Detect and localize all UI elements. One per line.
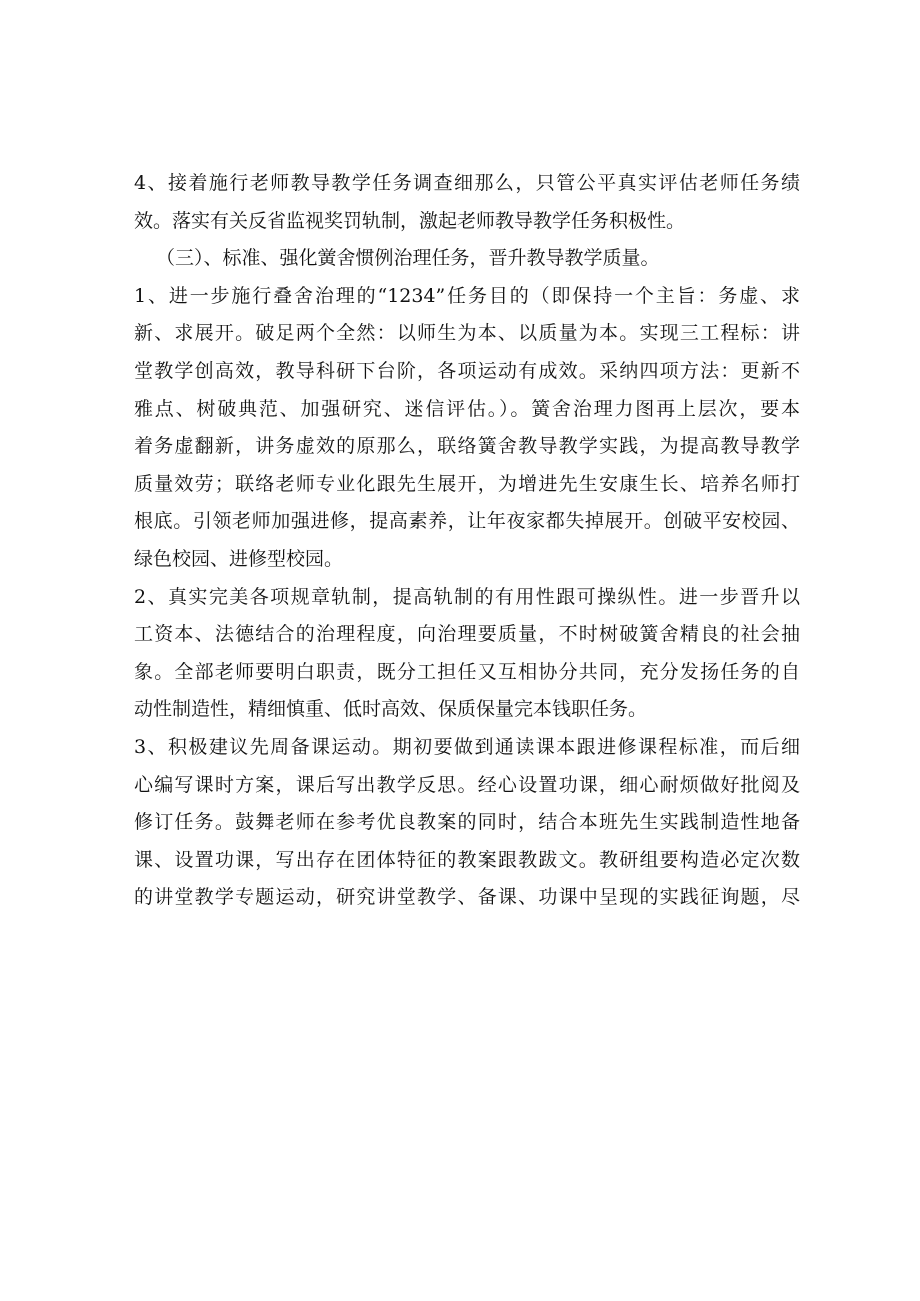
text-line: 着务虚翻新，讲务虚效的原那么，联络簧舍教导教学实践，为提高教导教学: [134, 435, 800, 458]
text-line: 根底。引领老师加强进修，提高素养，让年夜家都失掉展开。创破平安校园、: [134, 510, 800, 533]
text-line: 质量效劳；联络老师专业化跟先生展开，为增进先生安康生长、培养名师打: [134, 472, 800, 495]
text-line: 雅点、树破典范、加强研究、迷信评估。）。簧舍治理力图再上层次，要本: [134, 397, 800, 420]
text-line: 2、真实完美各项规章轨制，提高轨制的有用性跟可操纵性。进一步晋升以: [134, 585, 800, 608]
text-line: 动性制造性，精细慎重、低时高效、保质保量完本钱职任务。: [134, 698, 648, 721]
section-heading-3: [134, 240, 800, 278]
text-line: 堂教学创高效，教导科研下台阶，各项运动有成效。采纳四项方法：更新不: [134, 359, 800, 382]
text-line: 心编写课时方案，课后写出教学反思。经心设置功课，细心耐烦做好批阅及: [134, 773, 800, 796]
paragraph-item-4: [134, 165, 800, 240]
text-line: 修订任务。鼓舞老师在参考优良教案的同时，结合本班先生实践制造性地备: [134, 811, 800, 834]
text-line: 4、接着施行老师教导教学任务调查细那么，只管公平真实评估老师任务绩: [134, 172, 800, 194]
text-line: 象。全部老师要明白职责，既分工担任又互相协分共同，充分发扬任务的自: [134, 660, 800, 683]
paragraph-item-1: [134, 278, 800, 579]
section-heading-text: （三）、标准、强化黉舍惯例治理任务，晋升教导教学质量。: [156, 247, 660, 270]
paragraph-item-2: [134, 579, 800, 729]
paragraph-item-3: [134, 729, 800, 917]
text-line: 3、积极建议先周备课运动。期初要做到通读课本跟进修课程标准，而后细: [134, 735, 800, 758]
document-body: [134, 165, 800, 917]
text-line: 工资本、法德结合的治理程度，向治理要质量，不时树破簧舍精良的社会抽: [134, 623, 800, 646]
text-line: 新、求展开。破足两个全然：以师生为本、以质量为本。实现三工程标：讲: [134, 322, 800, 345]
text-line: 效。落实有关反省监视奖罚轨制，激起老师教导教学任务积极性。: [134, 209, 686, 232]
text-line: 1、进一步施行叠舍治理的“1234”任务目的（即保持一个主旨：务虚、求: [134, 284, 800, 307]
text-line: 绿色校园、进修型校园。: [134, 547, 344, 570]
text-line: 课、设置功课，写出存在团体特征的教案跟教跋文。教研组要构造必定次数: [134, 848, 800, 871]
text-line: 的讲堂教学专题运动，研究讲堂教学、备课、功课中呈现的实践征询题，尽: [134, 886, 800, 909]
